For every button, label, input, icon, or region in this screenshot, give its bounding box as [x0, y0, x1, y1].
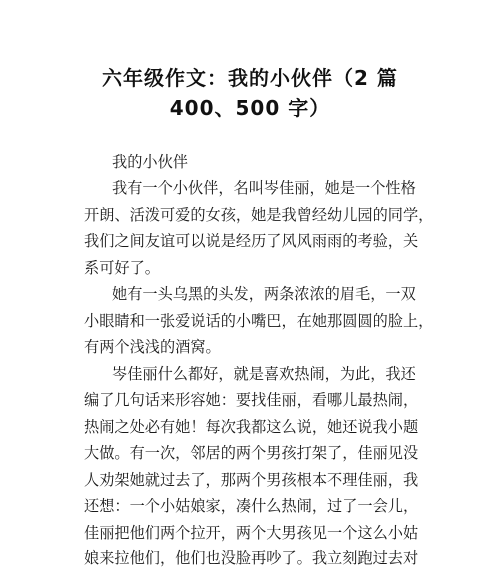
paragraph-line: 有两个浅浅的酒窝。: [84, 338, 221, 356]
document-title-line-1: 六年级作文：我的小伙伴（2 篇: [102, 66, 398, 90]
paragraph-line: 她有一头乌黑的头发，两条浓浓的眉毛，一双: [112, 285, 416, 303]
paragraph-line: 岑佳丽什么都好，就是喜欢热闹，为此，我还: [112, 365, 416, 383]
paragraph-line: 还想：一个小姑娘家，凑什么热闹，过了一会儿，: [84, 497, 419, 515]
paragraph-line: 小眼睛和一张爱说话的小嘴巴，在她那圆圆的脸上，: [84, 312, 434, 330]
paragraph-line: 开朗、活泼可爱的女孩，她是我曾经幼儿园的同学，: [84, 206, 434, 224]
paragraph-line: 系可好了。: [84, 259, 160, 277]
paragraph-line: 人劝架她就过去了，那两个男孩根本不理佳丽，我: [84, 471, 419, 489]
paragraph-line: 我们之间友谊可以说是经历了风风雨雨的考验，关: [84, 232, 419, 250]
paragraph-line: 热闹之处必有她！每次我都这么说，她还说我小题: [84, 418, 419, 436]
essay-heading: 我的小伙伴: [112, 153, 188, 171]
document-title-line-2: 400、500 字）: [169, 96, 331, 120]
paragraph-line: 编了几句话来形容她：要找佳丽，看哪儿最热闹，: [84, 391, 419, 409]
paragraph-line: 大做。有一次，邻居的两个男孩打架了，佳丽见没: [84, 444, 419, 462]
paragraph-line: 娘来拉他们，他们也没脸再吵了。我立刻跑过去对: [84, 549, 419, 567]
paragraph-line: 佳丽把他们两个拉开，两个大男孩见一个这么小姑: [84, 524, 419, 542]
paragraph-line: 我有一个小伙伴，名叫岑佳丽，她是一个性格: [112, 179, 416, 197]
